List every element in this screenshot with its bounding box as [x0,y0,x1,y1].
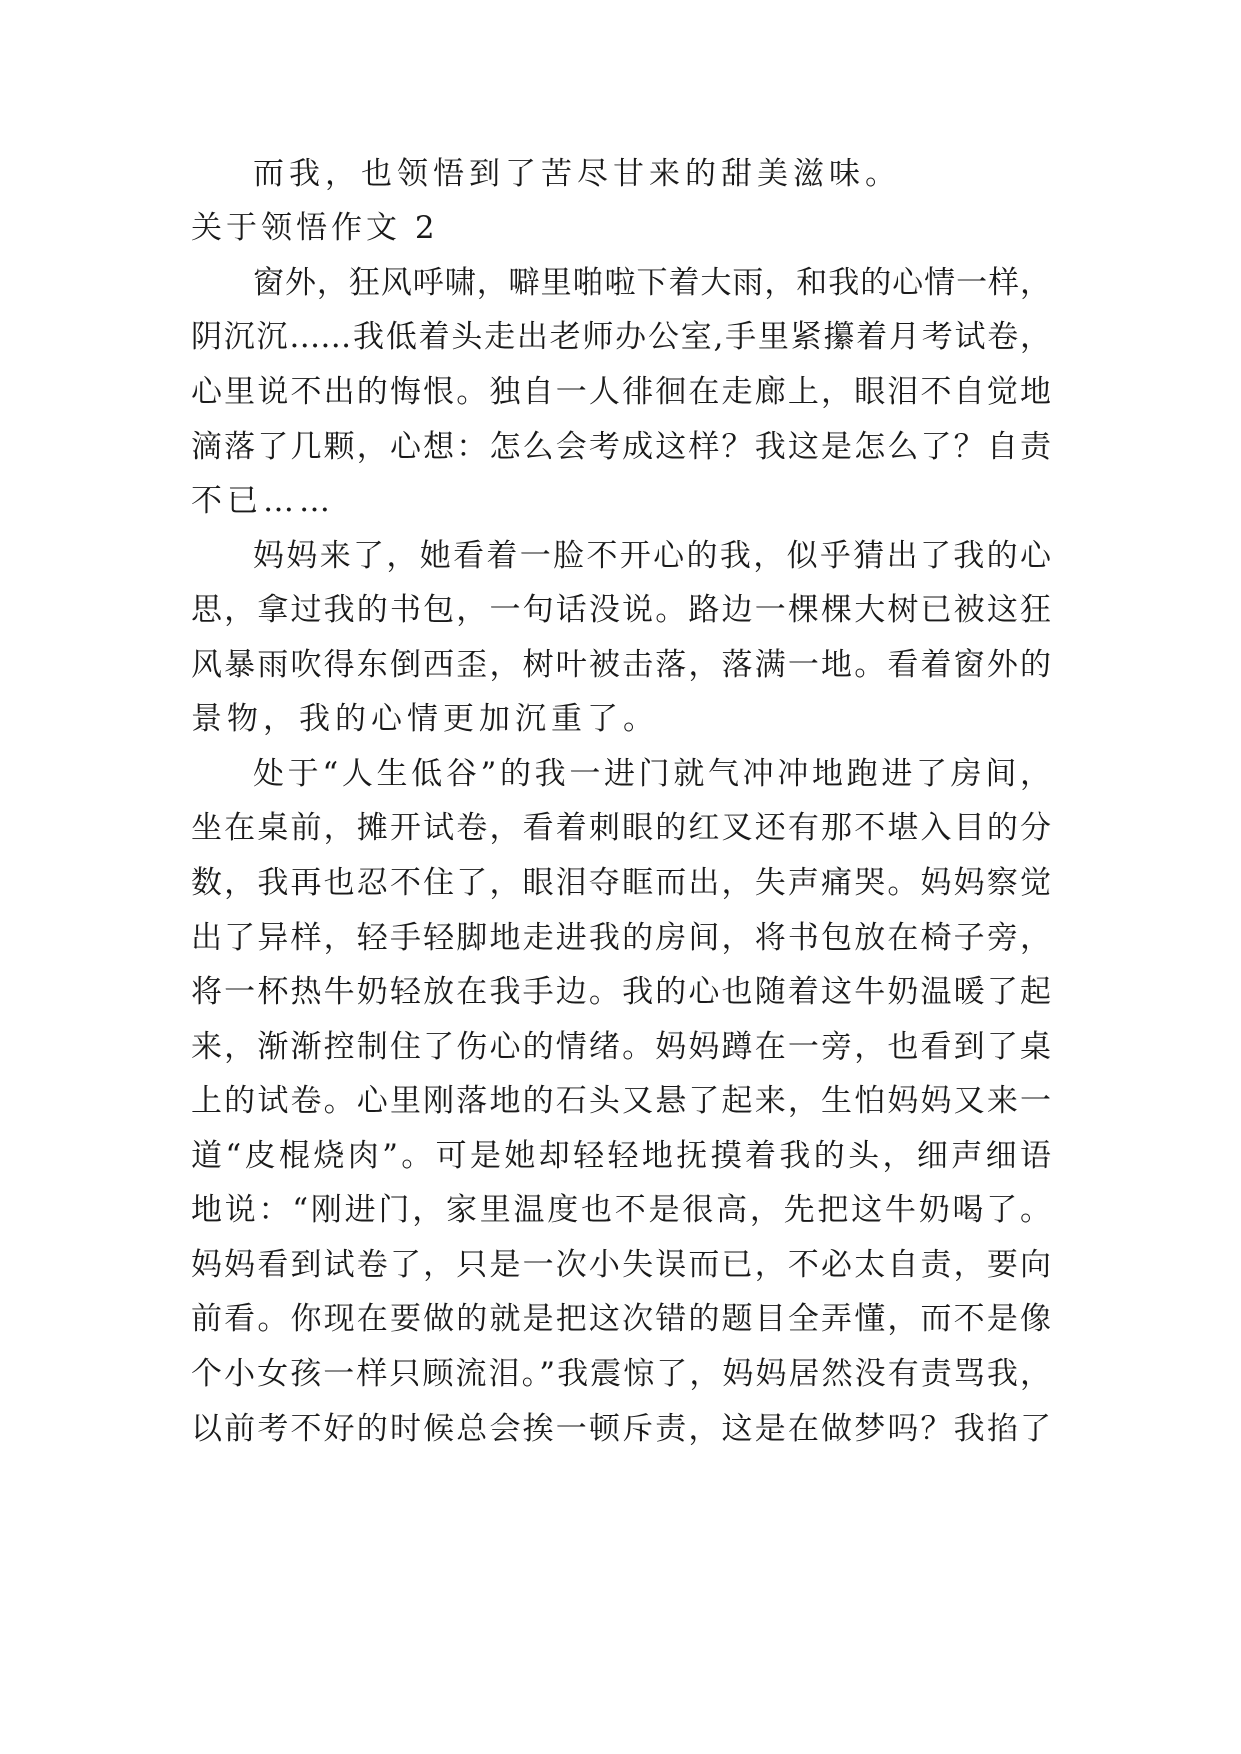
paragraph-line: 不已…… [191,483,335,519]
paragraph-line: 个小女孩一样只顾流泪。”我震惊了，妈妈居然没有责骂我， [191,1356,1051,1392]
paragraph-line: 窗外，狂风呼啸，噼里啪啦下着大雨，和我的心情一样， [253,265,1051,301]
paragraph-line: 上的试卷。心里刚落地的石头又悬了起来，生怕妈妈又来一 [191,1083,1051,1119]
paragraph-line: 出了异样，轻手轻脚地走进我的房间，将书包放在椅子旁， [191,920,1051,956]
paragraph-line: 景物，我的心情更加沉重了。 [191,701,659,737]
paragraph-line: 妈妈来了，她看着一脸不开心的我，似乎猜出了我的心 [253,538,1051,574]
section-heading: 关于领悟作文 2 [191,210,439,246]
paragraph-line: 以前考不好的时候总会挨一顿斥责，这是在做梦吗？我掐了 [191,1411,1051,1447]
paragraph-line: 数，我再也忍不住了，眼泪夺眶而出，失声痛哭。妈妈察觉 [191,865,1051,901]
paragraph-line: 道“皮棍烧肉”。可是她却轻轻地抚摸着我的头，细声细语 [191,1138,1051,1174]
paragraph-line: 前看。你现在要做的就是把这次错的题目全弄懂，而不是像 [191,1301,1051,1337]
paragraph-line: 处于“人生低谷”的我一进门就气冲冲地跑进了房间， [253,756,1051,792]
paragraph-line: 将一杯热牛奶轻放在我手边。我的心也随着这牛奶温暖了起 [191,974,1051,1010]
paragraph-line: 而我，也领悟到了苦尽甘来的甜美滋味。 [253,156,901,192]
paragraph-line: 风暴雨吹得东倒西歪，树叶被击落，落满一地。看着窗外的 [191,647,1051,683]
paragraph-line: 妈妈看到试卷了，只是一次小失误而已，不必太自责，要向 [191,1247,1051,1283]
paragraph-line: 阴沉沉……我低着头走出老师办公室,手里紧攥着月考试卷， [191,319,1051,355]
paragraph-line: 坐在桌前，摊开试卷，看着刺眼的红叉还有那不堪入目的分 [191,810,1051,846]
paragraph-line: 思，拿过我的书包，一句话没说。路边一棵棵大树已被这狂 [191,592,1051,628]
paragraph-line: 心里说不出的悔恨。独自一人徘徊在走廊上，眼泪不自觉地 [191,374,1051,410]
paragraph-line: 来，渐渐控制住了伤心的情绪。妈妈蹲在一旁，也看到了桌 [191,1029,1051,1065]
paragraph-line: 滴落了几颗，心想：怎么会考成这样？我这是怎么了？自责 [191,429,1051,465]
paragraph-line: 地说：“刚进门，家里温度也不是很高，先把这牛奶喝了。 [191,1192,1051,1228]
